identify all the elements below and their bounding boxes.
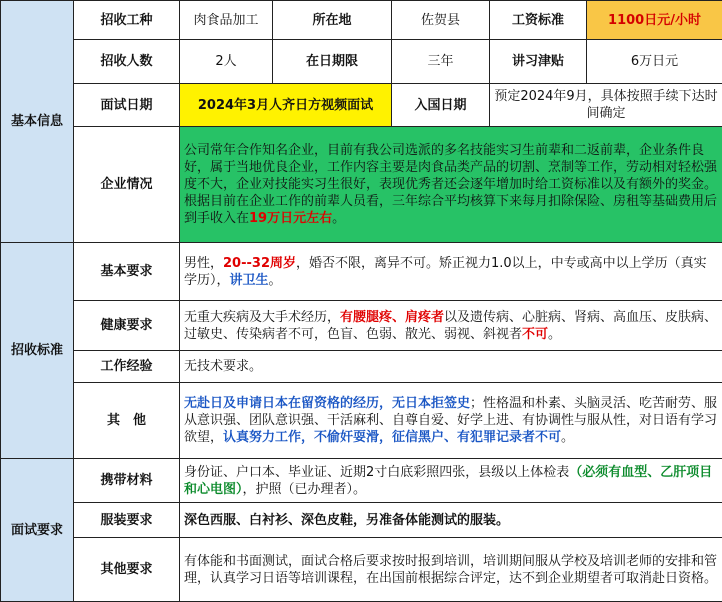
dress-label: 服装要求 [74, 503, 180, 538]
count-value: 2人 [180, 40, 273, 84]
health-req-label: 健康要求 [74, 301, 180, 351]
section-basic-info: 基本信息 [1, 1, 74, 243]
basic-req-end: 。 [269, 273, 282, 288]
location-label: 所在地 [273, 1, 392, 40]
other-req-label: 其 他 [74, 383, 180, 459]
entry-date-label: 入国日期 [392, 84, 490, 127]
basic-req-hygiene: 讲卫生 [230, 273, 269, 288]
other-req-a: ；性格温和朴素、头脑灵活、吃苦耐劳、服从意识强、团队意识强、干活麻利、自尊自爱、好学上进、有协调性与服从性，对日语有学习欲望， [184, 396, 717, 445]
allowance-value: 6万日元 [587, 40, 722, 84]
term-value: 三年 [392, 40, 490, 84]
health-req-end: 。 [548, 327, 561, 342]
section-interview: 面试要求 [1, 459, 74, 602]
work-exp-label: 工作经验 [74, 351, 180, 383]
health-req-a: 无重大疾病及大手术经历， [184, 310, 340, 325]
interview-date-value: 2024年3月人齐日方视频面试 [180, 84, 392, 127]
company-income-highlight: 19万日元左右 [249, 211, 332, 226]
other-interview-label: 其他要求 [74, 538, 180, 602]
health-req-b: 以及遗传病、心脏病、肾病、高血压、皮肤病、过敏史、传染病者不可，色盲、色弱、散光、弱视、斜视者 [184, 310, 717, 342]
basic-req-b: ，婚否不限，离异不可。矫正视力1.0以上，中专或高中以上学历（真实学历）， [184, 256, 707, 288]
count-label: 招收人数 [74, 40, 180, 84]
job-type-label: 招收工种 [74, 1, 180, 40]
other-interview-value: 有体能和书面测试，面试合格后要求按时报到培训，培训期间服从学校及培训老师的安排和管理，认真学习日语等培训课程，在出国前根据综合评定，达不到企业期望者可取消赴日资格。 [180, 538, 722, 602]
other-req-conduct: 认真努力工作，不偷奸耍滑，征信黑户、有犯罪记录者不可 [223, 430, 561, 445]
basic-req-a: 男性， [184, 256, 223, 271]
health-req-no: 不可 [522, 327, 548, 342]
location-value: 佐贺县 [392, 1, 490, 40]
interview-date-label: 面试日期 [74, 84, 180, 127]
basic-req-value [180, 243, 722, 301]
company-text-end: 。 [332, 211, 345, 226]
allowance-label: 讲习津贴 [490, 40, 587, 84]
other-req-end: 。 [561, 430, 574, 445]
dress-value: 深色西服、白衬衫、深色皮鞋，另准备体能测试的服装。 [180, 503, 722, 538]
materials-highlight: （必须有血型、乙肝项目和心电图） [184, 465, 712, 497]
work-exp-value: 无技术要求。 [180, 351, 722, 383]
health-req-value [180, 301, 722, 351]
wage-value: 1100日元/小时 [587, 1, 722, 40]
materials-end: ，护照（已办理者）。 [243, 482, 367, 497]
section-criteria: 招收标准 [1, 243, 74, 459]
materials-label: 携带材料 [74, 459, 180, 503]
company-label: 企业情况 [74, 127, 180, 243]
entry-date-value: 预定2024年9月，具体按照手续下达时间确定 [490, 84, 722, 127]
basic-req-label: 基本要求 [74, 243, 180, 301]
health-req-pain: 有腰腿疼、肩疼者 [340, 310, 444, 325]
company-description [180, 127, 722, 243]
other-req-visa: 无赴日及申请日本在留资格的经历，无日本拒签史 [184, 396, 470, 411]
wage-label: 工资标准 [490, 1, 587, 40]
materials-a: 身份证、户口本、毕业证、近期2寸白底彩照四张，县级以上体检表 [184, 465, 569, 480]
basic-req-age: 20--32周岁 [223, 256, 296, 271]
job-type-value: 肉食品加工 [180, 1, 273, 40]
materials-value [180, 459, 722, 503]
company-text: 公司常年合作知名企业，目前有我公司选派的多名技能实习生前辈和二返前辈，企业条件良好，属于当地优良企业，工作内容主要是肉食品类产品的切割、烹制等工作，劳动相对轻松强度不大，企业对技能实习生很好，表现优秀者还会逐年增加时给工资标准以及有额外的奖金。根据目前在企业工作的前辈人员看，三年综合平均核算下来每月扣除保险、房租等基础费用后到手收入在 [184, 143, 717, 226]
other-req-value [180, 383, 722, 459]
term-label: 在日期限 [273, 40, 392, 84]
